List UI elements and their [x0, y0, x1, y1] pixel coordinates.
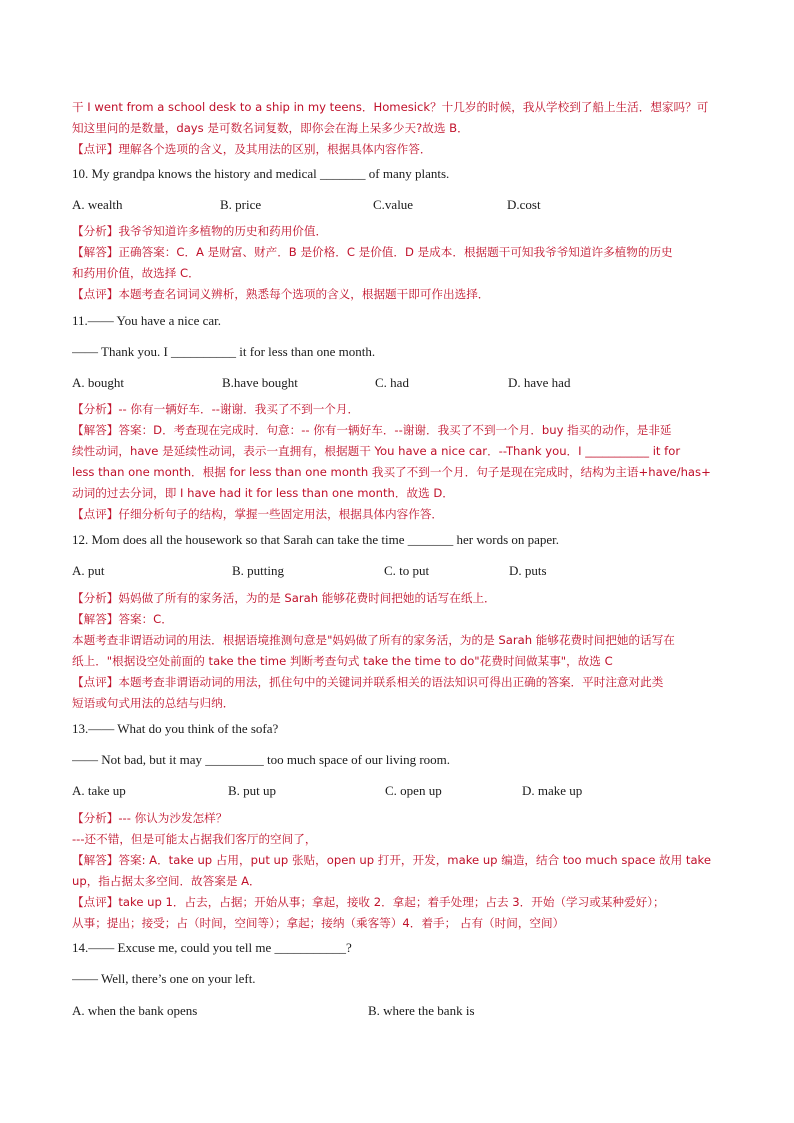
q14-option-a: A. when the bank opens	[72, 1003, 198, 1018]
q11-option-c: C. had	[375, 375, 409, 390]
q12-option-c: C. to put	[384, 563, 430, 578]
q11-option-d: D. have had	[508, 375, 571, 390]
analysis-line: ---还不错，但是可能太占据我们客厅的空间了，	[72, 832, 317, 846]
question-14: 14.—— Excuse me, could you tell me ___________?	[72, 940, 352, 955]
text-line: 知这里问的是数量，days 是可数名词复数，即你会在海上呆多少天?故选 B．	[72, 121, 469, 135]
analysis-line: 【分析】我爷爷知道许多植物的历史和药用价值．	[72, 224, 328, 238]
analysis-line: 【分析】--- 你认为沙发怎样？	[72, 811, 228, 825]
q14-option-b: B. where the bank is	[368, 1003, 475, 1018]
answer-line: 纸上．"根据设空处前面的 take the time 判断考查句式 take the time to do"花费时间做某事"，故选 C	[72, 654, 613, 668]
q10-option-b: B. price	[220, 197, 262, 212]
q10-option-c: C.value	[373, 197, 414, 212]
answer-line: 【解答】正确答案：C．A 是财富、财产．B 是价格．C 是价值．D 是成本．根据题干可知我爷爷知道许多植物的历史	[72, 245, 673, 259]
answer-line: less than one month．根据 for less than one month 我买了不到一个月．句子是现在完成时，结构为主语+have/has+	[72, 465, 711, 479]
question-14-reply: —— Well, there’s one on your left.	[72, 971, 256, 986]
analysis-line: 【分析】妈妈做了所有的家务活，为的是 Sarah 能够花费时间把她的话写在纸上．	[72, 591, 496, 605]
answer-line: 【解答】答案：C．	[72, 612, 173, 626]
answer-line: up，指占据太多空间．故答案是 A．	[72, 874, 261, 888]
comment-line: 【点评】仔细分析句子的结构，掌握一些固定用法，根据具体内容作答．	[72, 507, 444, 521]
question-11: 11.—— You have a nice car.	[72, 313, 221, 328]
answer-line: 和药用价值，故选择 C．	[72, 266, 200, 280]
question-13: 13.—— What do you think of the sofa?	[72, 721, 279, 736]
comment-line: 【点评】本题考查名词词义辨析，熟悉每个选项的含义，根据题干即可作出选择．	[72, 287, 490, 301]
analysis-line: 【分析】-- 你有一辆好车．--谢谢．我买了不到一个月．	[72, 402, 360, 416]
q11-option-a: A. bought	[72, 375, 124, 390]
answer-line: 【解答】答案: A．take up 占用，put up 张贴，open up 打开，开发，make up 编造，结合 too much space 故用 take	[72, 853, 711, 867]
comment-line: 短语或句式用法的总结与归纳．	[72, 696, 235, 710]
q12-option-b: B. putting	[232, 563, 285, 578]
q13-option-a: A. take up	[72, 783, 126, 798]
comment-line: 【点评】本题考查非谓语动词的用法，抓住句中的关键词并联系相关的语法知识可得出正确的答案．平时注意对此类	[72, 675, 664, 689]
comment-line: 【点评】理解各个选项的含义，及其用法的区别，根据具体内容作答．	[72, 142, 432, 156]
q12-option-a: A. put	[72, 563, 105, 578]
q13-option-c: C. open up	[385, 783, 442, 798]
q12-option-d: D. puts	[509, 563, 547, 578]
answer-line: 本题考查非谓语动词的用法．根据语境推测句意是"妈妈做了所有的家务活，为的是 Sarah 能够花费时间把她的话写在	[72, 633, 675, 647]
text-line: 干 I went from a school desk to a ship in my teens．Homesick？十几岁的时候，我从学校到了船上生活．想家吗？可	[72, 100, 709, 114]
answer-line: 续性动词，have 是延续性动词，表示一直拥有，根据题干 You have a nice car．--Thank you．I ___________ it for	[72, 444, 681, 458]
q11-option-b: B.have bought	[222, 375, 298, 390]
question-10: 10. My grandpa knows the history and medical _______ of many plants.	[72, 166, 450, 181]
question-13-reply: —— Not bad, but it may _________ too much space of our living room.	[72, 752, 451, 767]
q10-option-d: D.cost	[507, 197, 541, 212]
answer-line: 【解答】答案：D．考查现在完成时．句意：-- 你有一辆好车．--谢谢．我买了不到一个月．buy 指买的动作，是非延	[72, 423, 672, 437]
q13-option-d: D. make up	[522, 783, 583, 798]
answer-line: 动词的过去分词，即 I have had it for less than one month．故选 D．	[72, 486, 454, 500]
question-12: 12. Mom does all the housework so that Sarah can take the time _______ her words on paper.	[72, 532, 560, 547]
q10-option-a: A. wealth	[72, 197, 123, 212]
comment-line: 【点评】take up 1．占去，占据；开始从事；拿起，接收 2．拿起；着手处理；占去 3．开始（学习或某种爱好）；	[72, 895, 665, 909]
question-11-reply: —— Thank you. I __________ it for less than one month.	[72, 344, 376, 359]
q13-option-b: B. put up	[228, 783, 277, 798]
comment-line: 从事；提出；接受；占（时间，空间等）；拿起；接纳（乘客等）4．着手； 占有（时间，空间）	[72, 916, 565, 930]
